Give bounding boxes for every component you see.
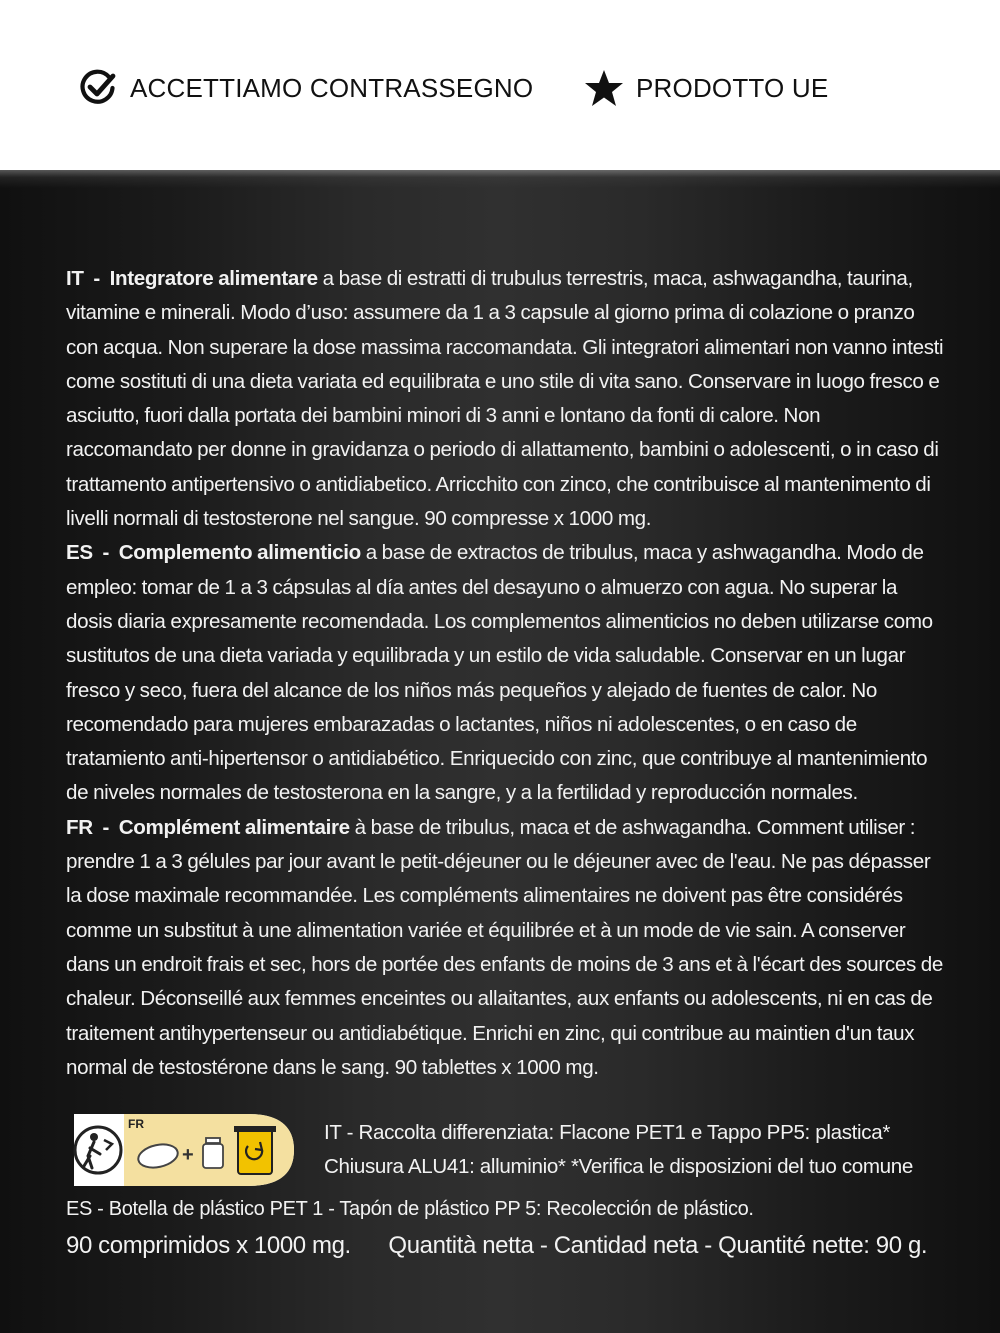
badge-label: PRODOTTO UE bbox=[636, 72, 829, 103]
product-type: Complément alimentaire bbox=[118, 815, 350, 839]
bottle-icon bbox=[203, 1138, 223, 1168]
lang-code: IT bbox=[66, 267, 84, 290]
badge-code: FR bbox=[128, 1117, 144, 1131]
lang-code: ES bbox=[66, 541, 93, 565]
quantity-line bbox=[66, 1232, 927, 1260]
paragraph-fr: FR - Complément alimentaire à base de tribulus, maca et de ashwagandha. Comment utiliser : prendre 1 a 3 gélules par jour avant le petit-déjeuner ou le déjeuner avec de l'eau. Ne pas dépasser la dose maximale recommandée. Les compléments alimentaires ne doivent pas être considérés comme un substitut à une alimentation variée et équilibrée et à un mode de vie sain. A conserver dans un endroit frais et sec, hors de portée des enfants de moins de 3 ans et à l'écart des sources de chaleur. Déconseillé aux femmes enceintes ou allaitantes, aux enfants ou adolescents, ni en cas de traitement antihypertenseur ou antidiabétique. Enrichi en zinc, qui contribue au maintien d'un taux normal de testostérone dans le sang. 90 tablettes x 1000 mg. bbox=[66, 815, 943, 1079]
paragraph-text: a base de extractos de tribulus, maca y ashwagandha. Modo de empleo: tomar de 1 a 3 cápsulas al día antes del desayuno o almuerzo con agua. No superar la dosis diaria expresamente recomendada. Los complementos alimenticios no deben utilizarse como sustitutos de una dieta variada y equilibrada y un estilo de vida saludable. Conservar en un lugar fresco y seco, fuera del alcance de los niños más pequeños y alejado de fuentes de calor. No recomendado para mujeres embarazadas o lactantes, niños ni adolescentes, o en caso de tratamiento anti-hipertensor o antidiabético. Enriquecido con zinc, que contribuye al mantenimiento de niveles normales de testosterona en la sangre, y a la fertilidad y reproducción normales. bbox=[66, 541, 933, 805]
paragraph-es: ES - Complemento alimenticio a base de extractos de tribulus, maca y ashwagandha. Modo de empleo: tomar de 1 a 3 cápsulas al día antes del desayuno o almuerzo con agua. No superar la dosis diaria expresamente recomendada. Los complementos alimenticios no deben utilizarse como sustitutos de una dieta variada y equilibrada y un estilo de vida saludable. Conservar en un lugar fresco y seco, fuera del alcance de los niños más pequeños y alejado de fuentes de calor. No recomendado para mujeres embarazadas o lactantes, niños ni adolescentes, o en caso de tratamiento anti-hipertensor o antidiabético. Enriquecido con zinc, que contribuye al mantenimiento de niveles normales de testosterona en la sangre, y a la fertilidad y reproducción normales. bbox=[66, 541, 933, 805]
header-bar bbox=[0, 0, 1000, 170]
recycling-es-line: ES - Botella de plástico PET 1 - Tapón de plástico PP 5: Recolección de plástico. bbox=[66, 1198, 754, 1220]
badge-label: ACCETTIAMO CONTRASSEGNO bbox=[130, 72, 534, 103]
recycling-text bbox=[324, 1116, 984, 1184]
tablet-count: 90 comprimidos x 1000 mg. bbox=[66, 1232, 351, 1259]
paragraph-text: à base de tribulus, maca et de ashwagandha. Comment utiliser : prendre 1 a 3 gélules par jour avant le petit-déjeuner ou le déjeuner avec de l'eau. Ne pas dépasser la dose maximale recommandée. Les compléments alimentaires ne doivent pas être considérés comme un substitut à une alimentation variée et équilibrée et à un mode de vie sain. A conserver dans un endroit frais et sec, hors de portée des enfants de moins de 3 ans et à l'écart des sources de chaleur. Déconseillé aux femmes enceintes ou allaitantes, aux enfants ou adolescents, ni en cas de traitement antihypertenseur ou antidiabétique. Enrichi en zinc, qui contribue au maintien d'un taux normal de testostérone dans le sang. 90 tablettes x 1000 mg. bbox=[66, 815, 943, 1079]
net-quantity: Quantità netta - Cantidad neta - Quantité nette: 90 g. bbox=[388, 1232, 928, 1259]
product-label-panel bbox=[0, 170, 1000, 1333]
cash-on-delivery-badge bbox=[78, 68, 533, 108]
product-type: Integratore alimentare bbox=[109, 267, 318, 290]
product-type: Complemento alimenticio bbox=[118, 541, 361, 565]
check-circle-icon bbox=[78, 68, 118, 108]
lang-code: FR bbox=[66, 815, 93, 839]
recycle-bin-icon bbox=[234, 1126, 276, 1174]
plus-icon: + bbox=[182, 1144, 194, 1166]
recycling-it-line2: Chiusura ALU41: alluminio* *Verifica le disposizioni del tuo comune bbox=[324, 1155, 913, 1178]
recycling-it-line1: IT - Raccolta differenziata: Flacone PET1 e Tappo PP5: plastica* bbox=[324, 1121, 890, 1144]
paragraph-it: IT - Integratore alimentare a base di estratti di trubulus terrestris, maca, ashwagandha, taurina, vitamine e minerali. Modo d’uso: assumere da 1 a 3 capsule al giorno prima di colazione o pranzo con acqua. Non superare la dose massima raccomandata. Gli integratori alimentari non vanno intesti come sostituti di una dieta variata ed equilibrata e uno stile di vita sano. Conservare in luogo fresco e asciutto, fuori dalla portata dei bambini minori di 3 anni e lontano da fonti di calore. Non raccomandato per donne in gravidanza o periodo di allattamento, bambini o adolescenti, o in caso di trattamento antipertensivo o antidiabetico. Arricchito con zinco, che contribuisce al mantenimento di livelli normali di testosterone nel sangue. 90 compresse x 1000 mg. bbox=[66, 267, 944, 531]
star-icon bbox=[584, 68, 624, 108]
label-text-block bbox=[66, 262, 948, 1085]
recycling-info-badge bbox=[68, 1110, 296, 1190]
paragraph-text: a base di estratti di trubulus terrestris, maca, ashwagandha, taurina, vitamine e minerali. Modo d’uso: assumere da 1 a 3 capsule al giorno prima di colazione o pranzo con acqua. Non superare la dose massima raccomandata. Gli integratori alimentari non vanno intesti come sostituti di una dieta variata ed equilibrata e uno stile di vita sano. Conservare in luogo fresco e asciutto, fuori dalla portata dei bambini minori di 3 anni e lontano da fonti di calore. Non raccomandato per donne in gravidanza o periodo di allattamento, bambini o adolescenti, o in caso di trattamento antipertensivo o antidiabetico. Arricchito con zinco, che contribuisce al mantenimento di livelli normali di testosterone nel sangue. 90 compresse x 1000 mg. bbox=[66, 267, 944, 531]
eu-product-badge bbox=[584, 68, 828, 108]
